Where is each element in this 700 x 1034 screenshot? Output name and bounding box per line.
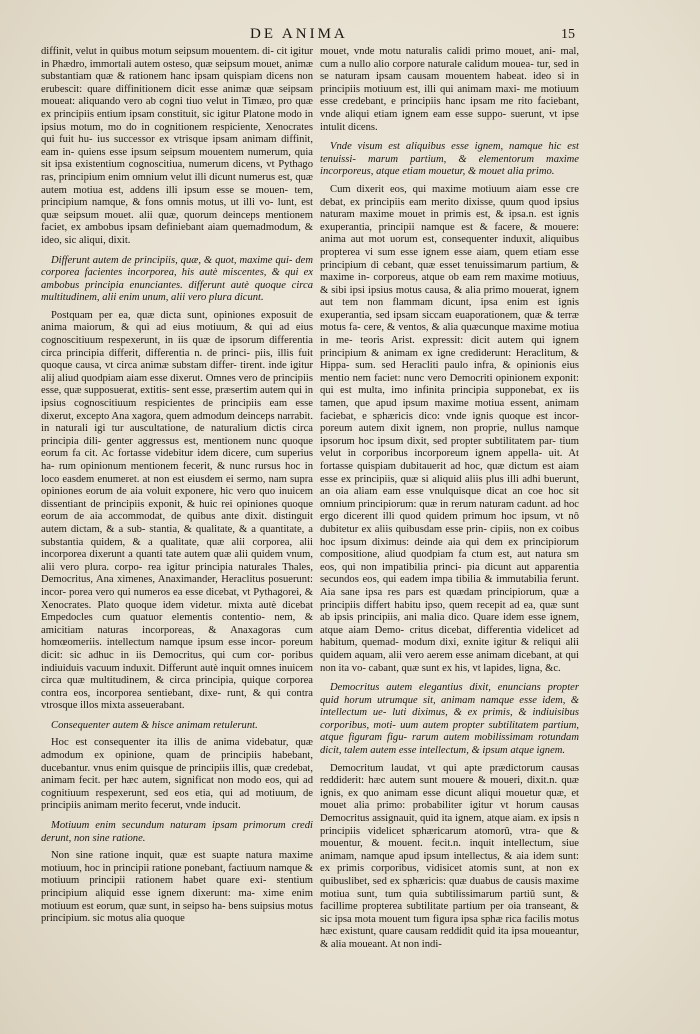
commentary-lemma: Consequenter autem & hisce animam retulerunt. [51,719,258,731]
commentary-paragraph: Democritum laudat, vt qui apte prædictorum causas reddiderit: hæc autem sunt mouere & moueri, dixit.n. quæ ignis, ex quo animam esse dicunt aliqui mouetur quæ, et mouet alia primo: probabiliter igitur vt horum causas Democritus assignauit, quid ita ignem, atque aiam. ex ipsis n principiis videlicet sphæricarum atomorû, vtra- que & mouentur, & mouent. fecit.n. inquit intellectum, siue animam, namque apud ipsum intellectus, & aia idem sunt: ex primis corporibus, vidisicet atomis sunt, at non ex quibuslibet, sed ex sphæricis: quæ duabus de causis maxime motiua sunt, tum quia subtilissimarum partiû sunt, & facillime propterea subtilitate partium per oia transeant, & sic ipsa mota mouent tum figura ipsa sphæ rica facilis motus hæc existunt, quare causam reddidit quid ita ipsa moueantur, & alia moueant. At non indi- [320,762,579,950]
left-column [41,46,313,926]
page-number: 15 [561,27,575,42]
commentary-paragraph: diffinit, velut in quibus motum seipsum mouentem. di- cit igitur in Phædro, immortali autem osteso, quæ seipsum mouet, animæ substantiam quæ & rationem hanc ipsam quispiam dicens non erubescit: quare diffinitionem dicit esse animæ quæ seipsam moueat: aliquando vero ab cogni tiuo velut in Timæo, pro quæ ex principiis entium ipsam constituit, sic igitur Platone modo in ipsius motum, mo do in cognitionem respiciente, Xenocrates qui fuit hu- ius successor ex vtrisque ipsam animam diffinit, eam in- quiens esse ipsum seipsum mouentem numerum, quia sit ipsa existentium cognoscitiua, numerum dicens, vt Pythago ras, principium enim omnium velut illi dicunt numerus est, quæ autem motiua est, addens illi ipsum esse se mouen- tem, principium namque, & fons omnis motus, ut illi vo- lunt, est quæ seipsum mouet. alii quæ, quorum deinceps mentionem faciet, ex ambobus ipsam definiebant aiam quemadmodum, & ideo, sic aliqui, dixit. [41,46,313,246]
commentary-paragraph: Non sine ratione inquit, quæ est suapte natura maxime motiuum, hoc in principii ratione ponebant, factiuum namque & motiuum principii rationem habet quare exi- stentium principium aliquid esse ignem dixerunt: ma- xime enim motiuum est eorum, quæ sunt, in seipso ha- bens suipsius motus principium. sic motus alia quoque [41,850,313,925]
commentary-paragraph: mouet, vnde motu naturalis calidi primo mouet, ani- mal, cum a nullo alio corpore naturale calidum mouea- tur, sed in se naturam ipsam causam mouentem habeat. ideo si in principiis motiuum est, illi qui animam maxi- me motiuum esse credebant, e principiis hanc ipsam me rito faciebant, vnde aliqui etiam ignem eam esse suppo- suerunt, vt ipse intulit dicens. [320,46,579,133]
commentary-lemma: Differunt autem de principiis, quæ, & quot, maxime qui- dem corporea facientes incorporea, his autè miscentes, & qui ex ambobus principia enunciantes. differunt autè quoque circa multitudinem, alii enim unum, alii vero plura dicunt. [41,254,313,304]
right-column [320,46,579,952]
page-header [0,26,700,46]
commentary-lemma: Motiuum enim secundum naturam ipsam primorum credi derunt, non sine ratione. [41,820,313,844]
commentary-paragraph: Cum dixerit eos, qui maxime motiuum aiam esse cre debat, ex principiis eam merito dixisse, quum quod ipsius naturam maxime mouet in primis est, & ipsa.n. est ignis exuperantia, principii namque est & facere, & mouere: anima aut mot uorum est, consequenter induxit, aliquibus propterea vi sum esse ignem esse aiam, quem etiam esse principium di cebant, quæ esset tenuissimarum partium, & maxime in- corporeus, atque ob eam rem maxime motiuus, & sibi ipsi ipsius motus causa, & alia primo mouerat, ignem aut tem non flammam dicunt, ipsa enim est ignis exuperantia, sed ipsam siccam euaporationem, quæ & terræ motus fa- cere, & ventos, & alia quæcunque maxime motiua in me- teoris Arist. expressit: dicit autem qui ignem principium & animam ex igne crediderunt: Heraclitum, & Hippa- sum. sed Heracliti paulo infra, & opinionis eius mentio nem faciet: nunc vero Democriti opinionem exponit: qui est multa, imo infinita principia supponebat, ex iis tamen, que apud ipsum maxime motiua essent, animam faciebat, e sphæricis dico: vnde ignis quoque est incor- poreum autem dixit ignem, non proprie, nullus namque ipsorum hoc ipsum dixit, sed propter subtilitatem par- tium velut in corporibus incorporeum ignem appella- uit. At fortasse quispiam dubitauerit ad hoc, quæ dictum est aiam esse ex principiis, quæ si aliquid aliis plus illi adhi buerunt, an oia aliam eam esse vnulquisque dicat an coe hoc sit omnium principiorum: quæ in rerum naturam cadunt. ad hoc ergo dicerent illi quod quidem primum hoc ipsum, vt nô dubitetur ex aliis quibusdam esse prin- cipiis, non ex coibus hoc ipsum diximus: deinde aia qui dem ex principiorum compositione, aliud quodpiam fa ctum est, aut natura sm eos, qui non impatibilia princi- pia dicunt aut apparentia secundos eos, qui eadem impa tibilia & immutabilia ferunt. Aia sane ipsa res pars est quædam principiorum, quæ a principiis differt habitu ipso, quem recepit ad ea, quæ sunt ab ipsis principiis, ani malia dico. Quare idem esse ignem, atque aiam Demo- critus dicebat, differentia videlicet ad habitum, quemad- modum dixi, exnite igitur & reliqui alii quidem aquam, alii vero aerem esse animam dicebant, at qui non ita vo- cabant, quæ sunt ex his, vt lapides, ligna, &c. [320,183,579,674]
running-title: DE ANIMA [250,26,348,42]
commentary-lemma: Democritus autem elegantius dixit, enuncians propter quid horum utrumque sit, animam namque esse idem, & intellectum ue- luti diximus, & ex primis, & indiuisibus corporibus, moti- uum autem propter subtilitatem partium, atque figuram figu- rarum autem mobilissimam rotundam dicit, talem autem esse intellectum, & ipsum atque ignem. [320,682,579,757]
commentary-paragraph: Postquam per ea, quæ dicta sunt, opiniones exposuit de anima maiorum, & qui ad eius motiuum, & qui ad eius cognoscitiuum respexerunt, in iis quæ de ipsorum differentia circa principia differit, differentia n. de princi- piis, illis fuit quoque causa, vt circa animæ substam differ- tirent. inde igitur alij aliud quodpiam aiam esse dixerut. Omnes vero de principiis esse, quæ supposuerat, extitis- sent esse, præsertim autem qui in ipsius cognoscitiuum respicientes de principiis eam esse dixerut, excepto Ana xagora, quem admodum deinceps narrabit. in naturali igi tur auscultatione, de naturalium dictis circa principia dili- genter aggressus est, mentionem nunc quoque eorum fa cit. Ac fortasse videbitur idem dicere, cum superius ha- rum opinionum mentionem fecerit, & nunc rursus hoc in loco easdem enumeret. at non est eiusdem ei sermo, nam supra opiniones eorum de aia voluit exponere, hic vero quo inuicem dissentiant de principiis exponit, & huic rei opiniones quoque eorum de aia accommodat, de quibus ante dixit. distinguit autem dictam, & a sub- stantia, & qualitate, & a quantitate, a substantia quidem, & a qualitate, quæ alii corporea, alii incorporea dixerunt a quanti tate autem quæ alii quidem vnum, alii vero plura. corpo- rea igitur principia naturales Thales, Democritus, Ana ximenes, Anaximander, Heraclitus posuerunt: incor- porea vero qui numeros ea esse dicebat, vt Pythagorei, & Xenocrates. Plato quoque idem videtur. mixta autè dicebat Empedocles cum quatuor elementis contentio- nem, & amicitiam naturas incorporeas, & Anaxagoras cum homœomeriis. intellectum namque ipsum esse incor- poreum dicit: sic adhuc in iis Democritus, qui cum cor- poribus indiuiduis vacuum induxit. Differunt autè inquit omnes inuicem circa quæ multitudinem, & circa principia, quique corporea contra eos, incorporea sentiebant, dixe- runt, & qui contra vtrosque illos mixta asseuerabant. [41,309,313,712]
commentary-paragraph: Hoc est consequenter ita illis de anima videbatur, quæ admodum ex opinione, quam de principiis habebant, ducebantur. vnus enim quisque de principiis illis, quæ credebat, animam fecit. per hæc autem, significat non modo eos, qui ad cognitiuum respexerunt, sed eos etia, qui ad motiuum, de principiis animam merito fecerut, vnde inducit. [41,737,313,812]
commentary-lemma: Vnde visum est aliquibus esse ignem, namque hic est tenuissi- marum partium, & elementorum maxime incorporeus, atque etiam mouetur, & mouet alia primo. [320,141,579,178]
